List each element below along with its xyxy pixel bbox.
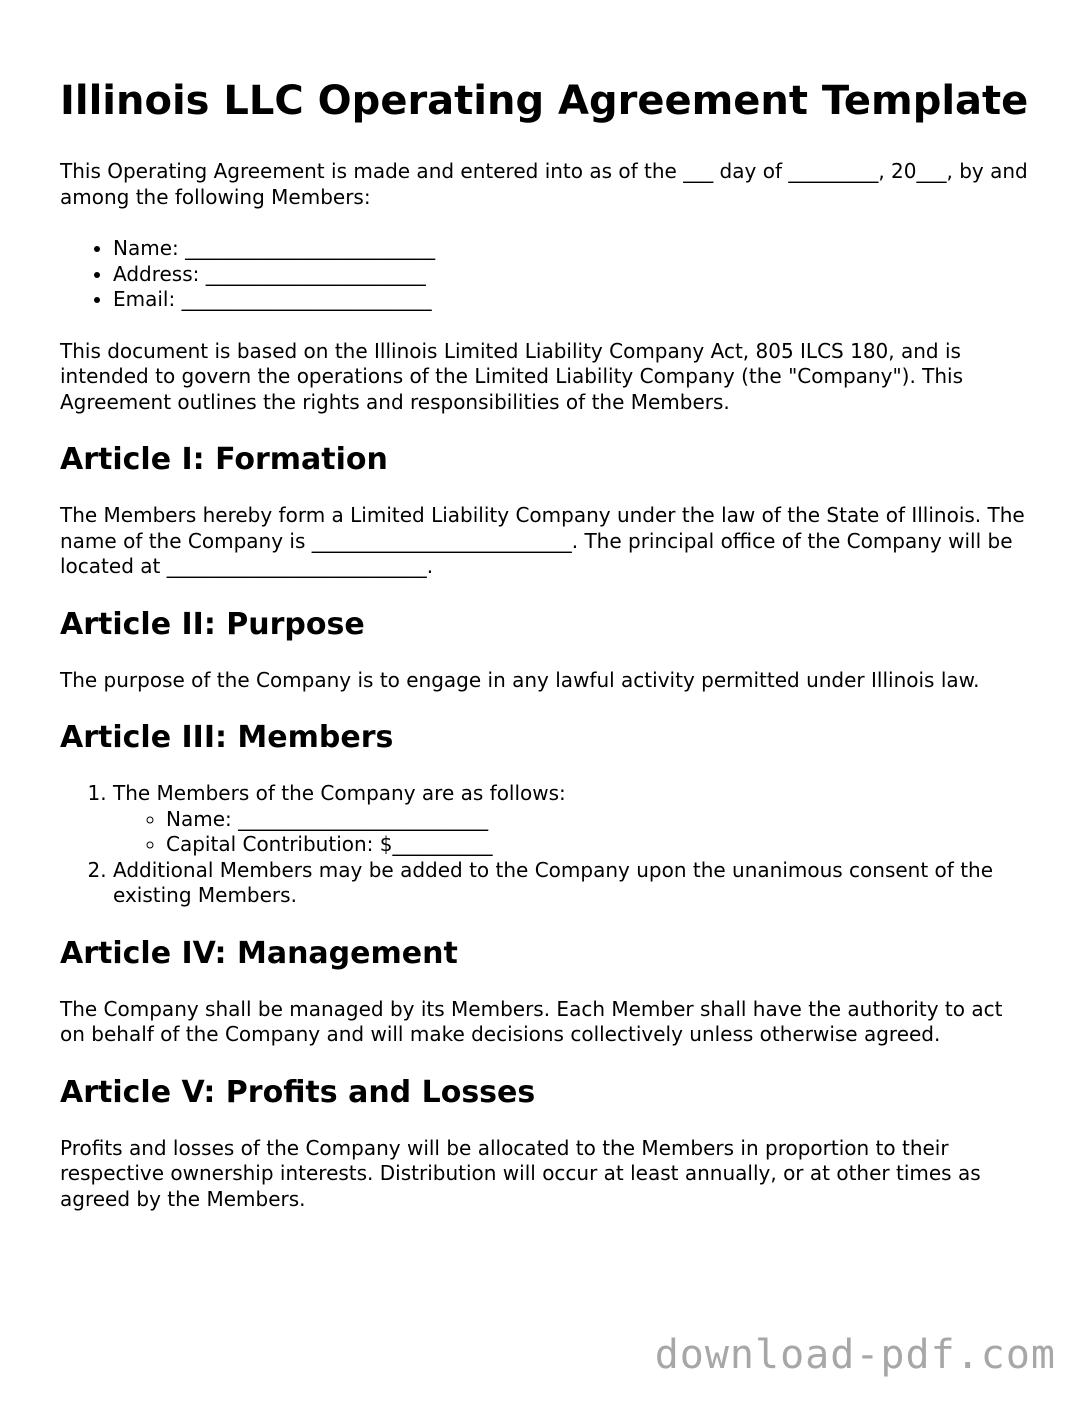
article-members-list: [60, 781, 1030, 909]
additional-members-item: 2. Additional Members may be added to the Company upon the unanimous consent of the existing Members.: [113, 858, 1030, 909]
capital-contribution-field: ◦ Capital Contribution: $__________: [166, 832, 1030, 858]
member-name-field: • Name: _________________________: [113, 236, 1030, 262]
members-sub-list: [113, 807, 1030, 858]
article-profits-heading: Article V: Profits and Losses: [60, 1074, 536, 1110]
watermark: download-pdf.com: [654, 1332, 1056, 1378]
member-fields-list: [60, 236, 1030, 313]
article-profits-text: Profits and losses of the Company will be allocated to the Members in proportion to their respective ownership interests. Distribution will occur at least annually, or at other times as agreed by the Members.: [60, 1135, 981, 1211]
article-management-heading: Article IV: Management: [60, 935, 458, 971]
members-list-item-text: The Members of the Company are as follows:: [113, 781, 566, 805]
article-purpose-heading: Article II: Purpose: [60, 606, 365, 642]
member-sub-name-field: ◦ Name: _________________________: [166, 807, 1030, 833]
article-management-text: The Company shall be managed by its Members. Each Member shall have the authority to act on behalf of the Company and will make decisions collectively unless otherwise agreed.: [60, 996, 1003, 1046]
intro-paragraph: This Operating Agreement is made and entered into as of the ___ day of _________, 20___, by and among the following Members:: [60, 159, 1028, 209]
member-address-field: • Address: ______________________: [113, 262, 1030, 288]
article-formation-text: The Members hereby form a Limited Liability Company under the law of the State of Illinois. The name of the Company is __________________________. The principal office of the Company will be located at __________________________.: [60, 503, 1025, 578]
article-purpose-text: The purpose of the Company is to engage in any lawful activity permitted under Illinois law.: [60, 667, 980, 692]
document-title: Illinois LLC Operating Agreement Template: [60, 78, 1029, 124]
members-list-item: [113, 781, 1030, 858]
article-formation-heading: Article I: Formation: [60, 442, 388, 477]
member-email-field: • Email: _________________________: [113, 287, 1030, 313]
basis-paragraph: This document is based on the Illinois Limited Liability Company Act, 805 ILCS 180, and is intended to govern the operations of the Limited Liability Company (the "Company"). This Agreement outlines the rights and responsibilities of the Members.: [60, 338, 964, 414]
article-members-heading: Article III: Members: [60, 720, 394, 755]
document-page: [60, 76, 1030, 1238]
